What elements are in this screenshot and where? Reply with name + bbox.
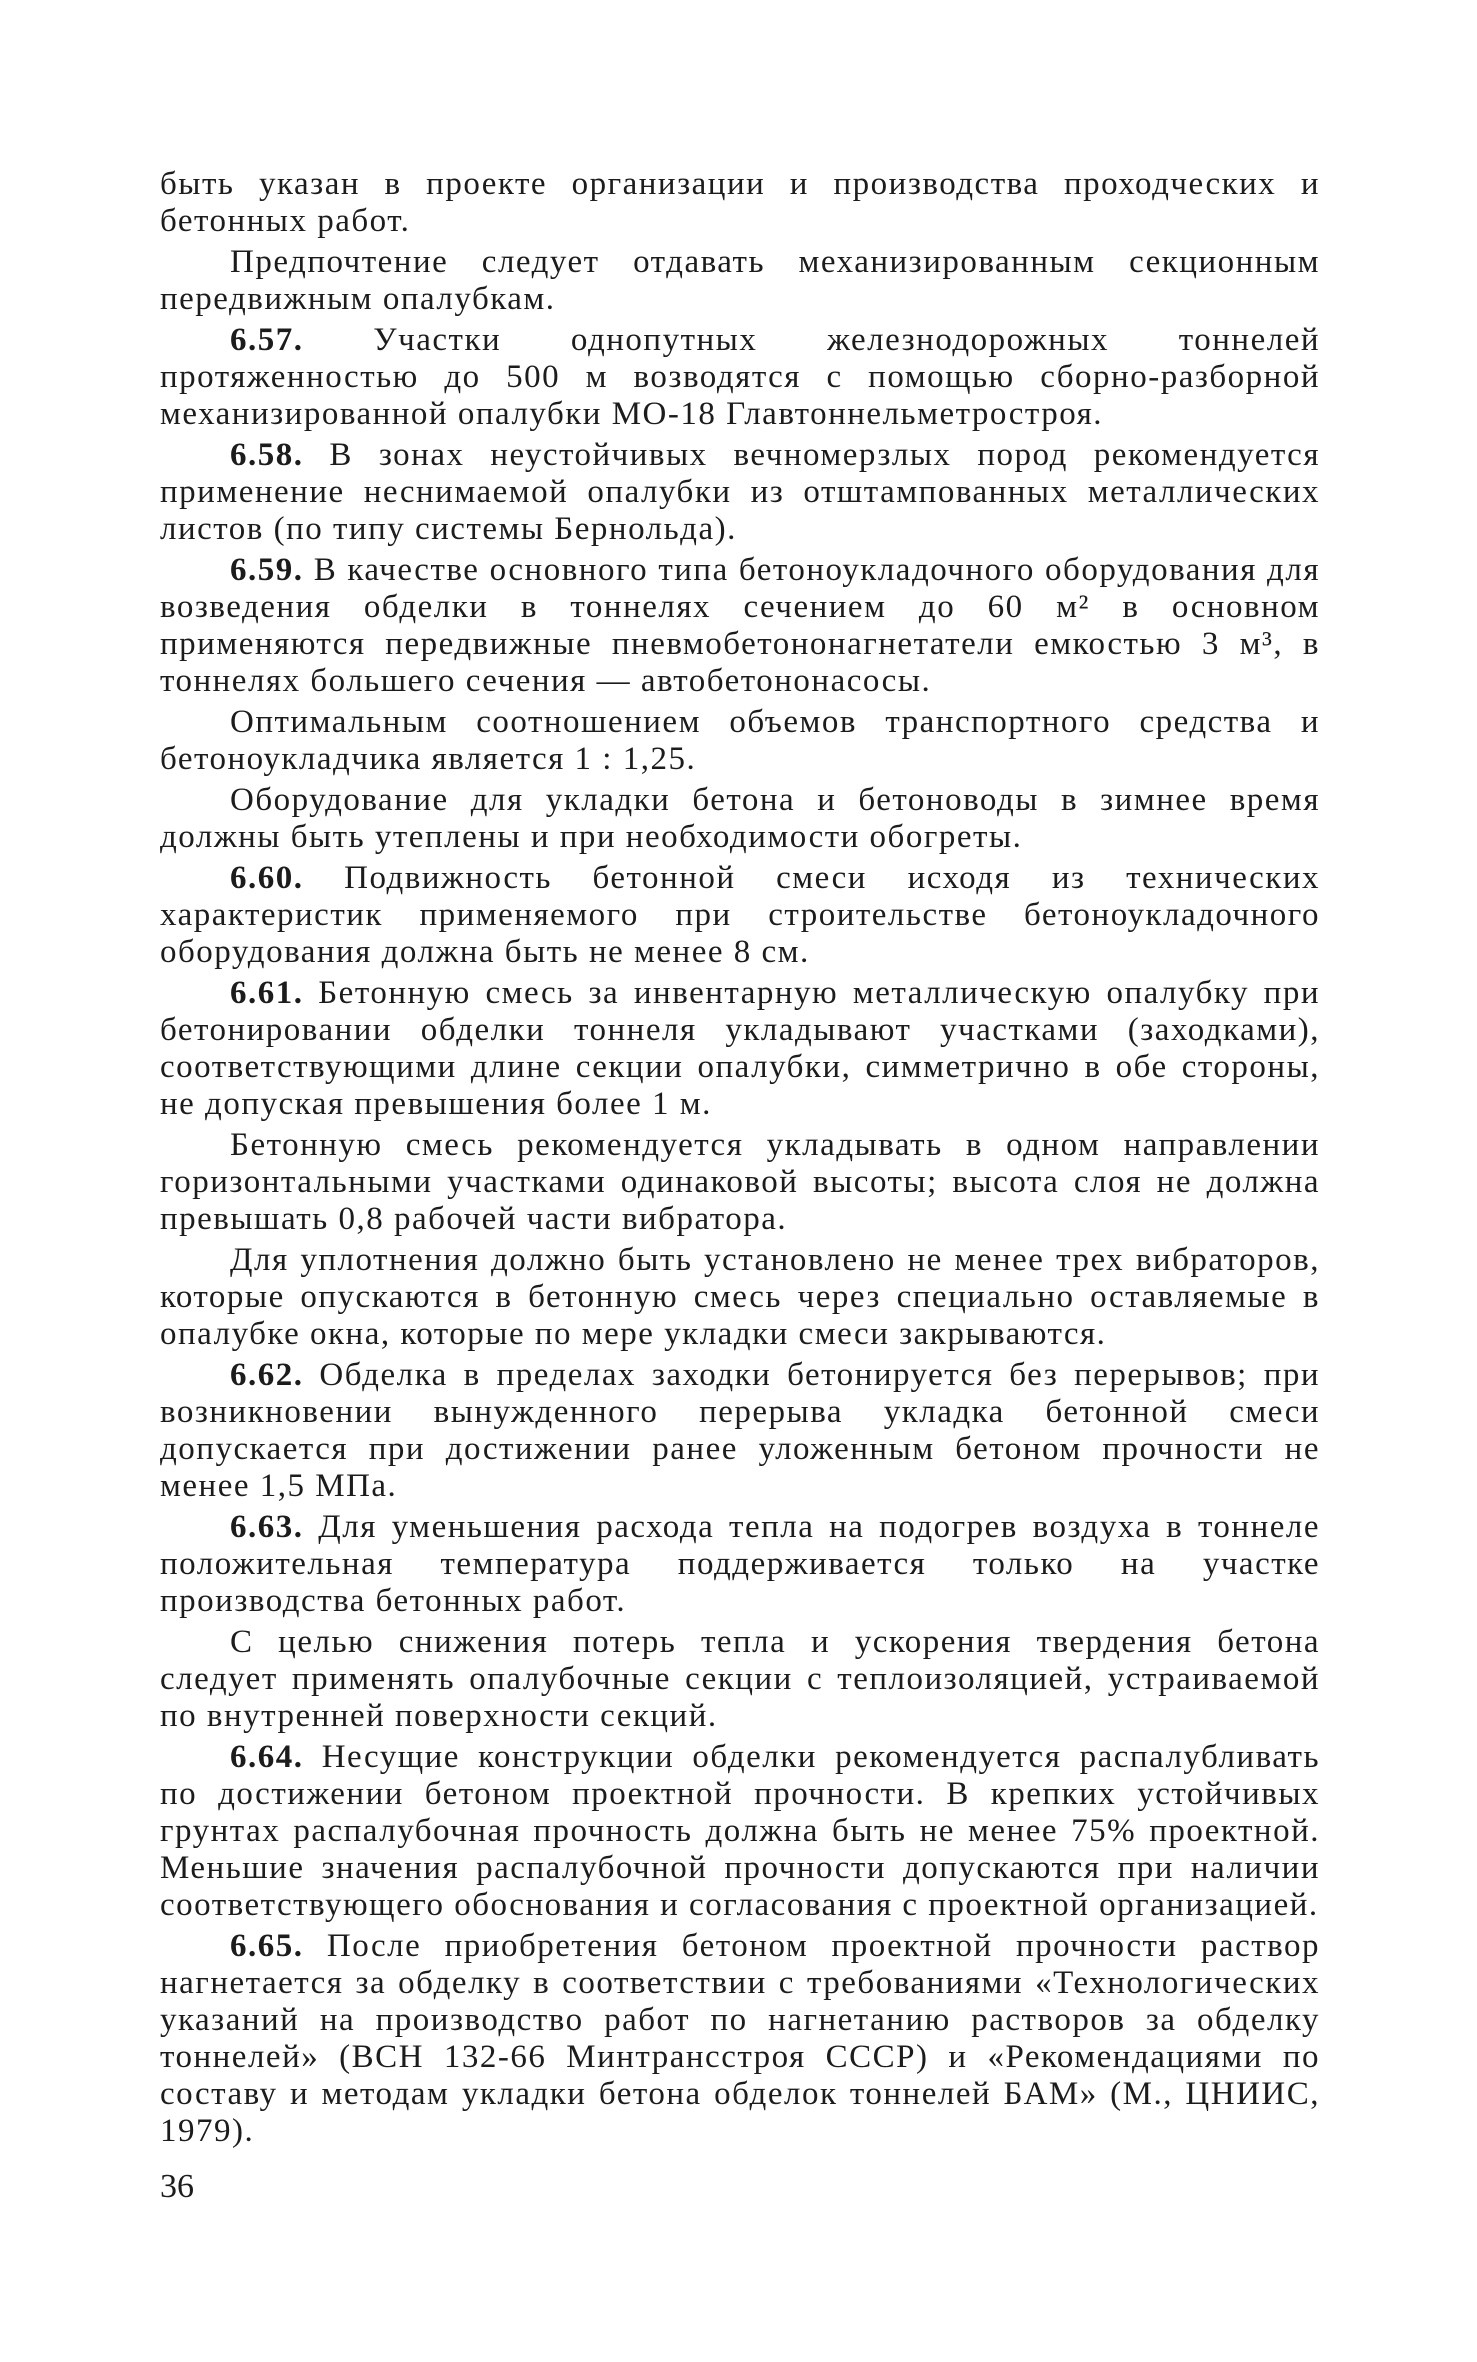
clause-number: 6.65. [230,1928,304,1964]
paragraph-text: Бетонную смесь за инвентарную металлическую опалубку при бетонировании обделки тоннеля укладывают участками (заходками), соответствующими длине секции опалубки, симметрично в обе стороны, не допуская превышения более 1 м. [160,975,1320,1122]
paragraph [160,244,1320,318]
paragraph-text: Для уплотнения должно быть установлено не менее трех вибраторов, которые опускаются в бетонную смесь через специально оставляемые в опалубке окна, которые по мере укладки смеси закрываются. [160,1242,1320,1352]
paragraph [160,704,1320,778]
clause-number: 6.59. [230,552,304,588]
clause-6-65 [160,1928,1320,2150]
clause-6-64 [160,1739,1320,1924]
paragraph-text: Для уменьшения расхода тепла на подогрев воздуха в тоннеле положительная температура поддерживается только на участке производства бетонных работ. [160,1509,1321,1619]
paragraph-text: Предпочтение следует отдавать механизированным секционным передвижным опалубкам. [160,244,1320,317]
paragraph-text: Оборудование для укладки бетона и бетоноводы в зимнее время должны быть утеплены и при необходимости обогреты. [160,782,1320,855]
clause-6-62 [160,1357,1320,1505]
clause-number: 6.63. [230,1509,304,1545]
clause-number: 6.61. [230,975,304,1011]
clause-number: 6.60. [230,860,304,896]
clause-6-59 [160,552,1320,700]
clause-6-57 [160,322,1320,433]
paragraph-text: В зонах неустойчивых вечномерзлых пород рекомендуется применение неснимаемой опалубки из отштампованных металлических листов (по типу системы Бернольда). [160,437,1321,547]
paragraph-text: В качестве основного типа бетоноукладочного оборудования для возведения обделки в тоннелях сечением до 60 м² в основном применяются передвижные пневмобетононагнетатели емкостью 3 м³, в тоннелях большего сечения — автобетононасосы. [160,552,1320,699]
clause-number: 6.58. [230,437,304,473]
paragraph-text: С целью снижения потерь тепла и ускорения твердения бетона следует применять опалубочные секции с теплоизоляцией, устраиваемой по внутренней поверхности секций. [160,1624,1320,1734]
paragraph-text: Участки однопутных железнодорожных тоннелей протяженностью до 500 м возводятся с помощью сборно-разборной механизированной опалубки МО-18 Главтоннельметростроя. [160,322,1320,432]
clause-6-61 [160,975,1320,1123]
clause-6-63 [160,1509,1320,1620]
paragraph [160,166,1320,240]
paragraph-text: После приобретения бетоном проектной прочности раствор нагнетается за обделку в соответствии с требованиями «Технологических указаний на производство работ по нагнетанию растворов за обделку тоннелей» (ВСН 132-66 Минтрансстроя СССР) и «Рекомендациями по составу и методам укладки бетона обделок тоннелей БАМ» (М., ЦНИИС, 1979). [160,1928,1320,2149]
paragraph-text: Оптимальным соотношением объемов транспортного средства и бетоноукладчика является 1 : 1,25. [160,704,1320,777]
paragraph-text: быть указан в проекте организации и производства проходческих и бетонных работ. [160,166,1320,239]
page-body [160,166,1320,2154]
clause-number: 6.57. [230,322,304,358]
clause-6-58 [160,437,1320,548]
paragraph [160,1127,1320,1238]
paragraph [160,1624,1320,1735]
paragraph-text: Несущие конструкции обделки рекомендуется распалубливать по достижении бетоном проектной прочности. В крепких устойчивых грунтах распалубочная прочность должна быть не менее 75% проектной. Меньшие значения распалубочной прочности допускаются при наличии соответствующего обоснования и согласования с проектной организацией. [160,1739,1321,1923]
paragraph [160,1242,1320,1353]
page-number: 36 [160,2168,194,2205]
clause-number: 6.64. [230,1739,304,1775]
paragraph-text: Бетонную смесь рекомендуется укладывать в одном направлении горизонтальными участками одинаковой высоты; высота слоя не должна превышать 0,8 рабочей части вибратора. [160,1127,1320,1237]
paragraph-text: Подвижность бетонной смеси исходя из технических характеристик применяемого при строительстве бетоноукладочного оборудования должна быть не менее 8 см. [160,860,1320,970]
clause-number: 6.62. [230,1357,304,1393]
paragraph [160,782,1320,856]
paragraph-text: Обделка в пределах заходки бетонируется без перерывов; при возникновении вынужденного перерыва укладка бетонной смеси допускается при достижении ранее уложенным бетоном прочности не менее 1,5 МПа. [160,1357,1321,1504]
clause-6-60 [160,860,1320,971]
